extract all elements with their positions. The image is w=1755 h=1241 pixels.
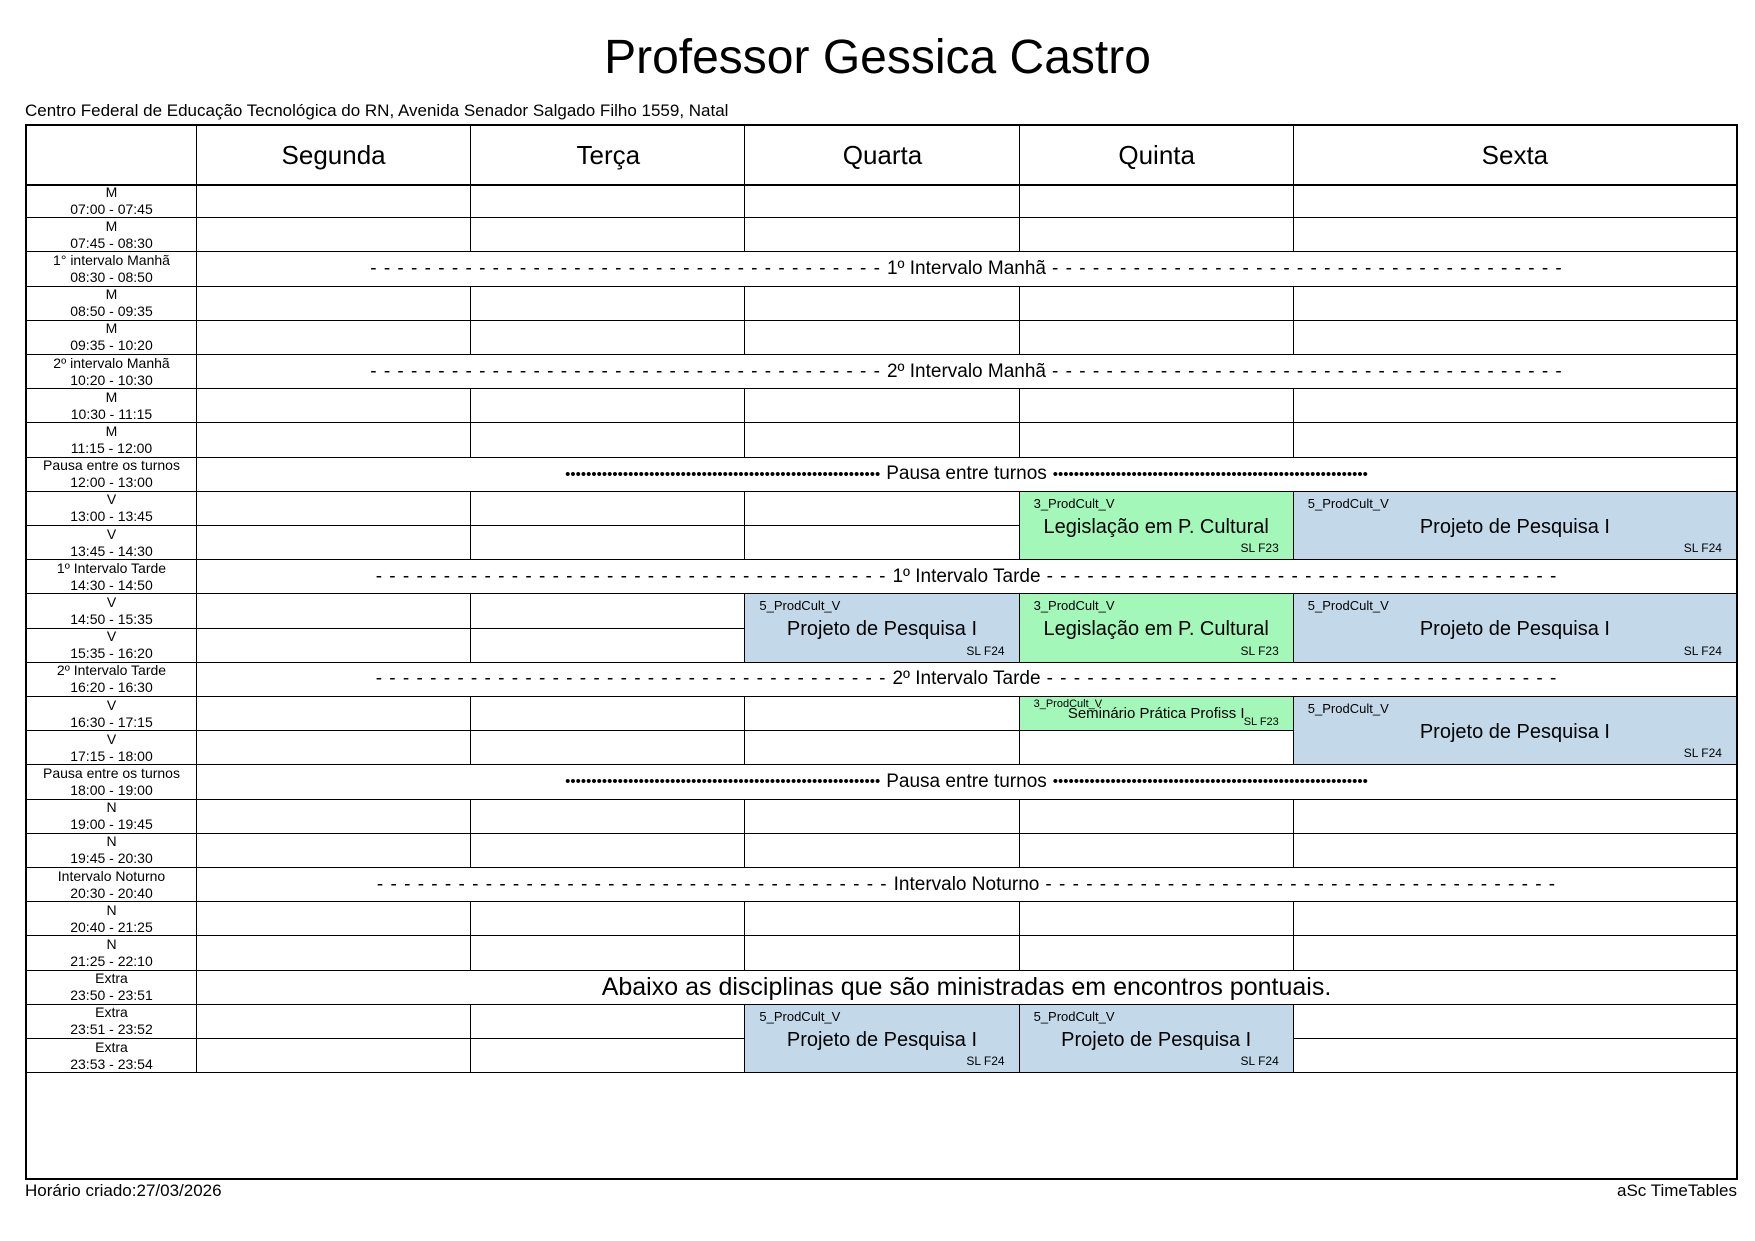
- lesson-subject: Projeto de Pesquisa I: [786, 1028, 978, 1051]
- period-label: [27, 526, 197, 560]
- period-label: [27, 218, 197, 252]
- empty-cell: [471, 184, 745, 218]
- created-date: Horário criado:27/03/2026: [25, 1181, 222, 1200]
- break-rule: - - - - - - - - - - - - - - - - - - - - - - - - - - - - - - - - - - - - - -: [1046, 565, 1558, 587]
- break-label: Pausa entre turnos: [886, 463, 1047, 485]
- period-time: 08:30 - 08:50: [70, 268, 153, 285]
- period-label: [27, 629, 197, 663]
- period-name: V: [106, 525, 117, 542]
- lesson-card[interactable]: [1020, 1005, 1294, 1073]
- break-label: Pausa entre turnos: [886, 770, 1047, 792]
- period-time: 14:30 - 14:50: [70, 576, 153, 593]
- lesson-group: 3_ProdCult_V: [1033, 598, 1115, 614]
- period-name: 2º Intervalo Tarde: [56, 662, 167, 679]
- period-name: 1º Intervalo Tarde: [56, 559, 167, 576]
- period-label: [27, 321, 197, 355]
- period-name: V: [106, 730, 117, 747]
- break-rule: - - - - - - - - - - - - - - - - - - - - - - - - - - - - - - - - - - - - - -: [375, 565, 887, 587]
- empty-cell: [471, 697, 745, 731]
- empty-cell: [745, 526, 1019, 560]
- period-name: M: [105, 217, 118, 234]
- period-name: Pausa entre os turnos: [43, 764, 180, 781]
- period-name: Intervalo Noturno: [57, 867, 166, 884]
- period-time: 13:45 - 14:30: [70, 542, 153, 559]
- break-band: [197, 252, 1736, 286]
- empty-cell: [1294, 287, 1736, 321]
- lesson-subject: Legislação em P. Cultural: [1043, 515, 1269, 538]
- lesson-room: SL F24: [1683, 541, 1722, 556]
- break-rule: ••••••••••••••••••••••••••••••••••••••••••••••••••••••••••••: [565, 773, 881, 791]
- empty-cell: [471, 389, 745, 423]
- period-name: 1° intervalo Manhã: [53, 251, 170, 268]
- period-time: 07:00 - 07:45: [70, 200, 153, 217]
- period-time: 16:30 - 17:15: [70, 713, 153, 730]
- period-name: M: [105, 388, 118, 405]
- empty-cell: [1020, 936, 1294, 970]
- period-name: M: [105, 286, 118, 303]
- break-label: Intervalo Noturno: [893, 873, 1040, 895]
- empty-cell: [197, 526, 471, 560]
- lesson-room: SL F24: [1683, 643, 1722, 658]
- break-rule: - - - - - - - - - - - - - - - - - - - - - - - - - - - - - - - - - - - - - -: [375, 668, 887, 690]
- break-rule: - - - - - - - - - - - - - - - - - - - - - - - - - - - - - - - - - - - - - -: [1052, 360, 1563, 382]
- period-time: 09:35 - 10:20: [70, 337, 153, 354]
- empty-cell: [1020, 800, 1294, 834]
- period-label: [27, 252, 197, 286]
- period-name: N: [106, 935, 117, 952]
- lesson-room: SL F24: [1240, 1054, 1279, 1069]
- empty-cell: [471, 526, 745, 560]
- lesson-room: SL F23: [1243, 716, 1279, 729]
- page-title: Professor Gessica Castro: [604, 31, 1151, 84]
- empty-cell: [1294, 1039, 1736, 1073]
- break-band: [197, 355, 1736, 389]
- period-time: 07:45 - 08:30: [70, 234, 153, 251]
- empty-cell: [745, 218, 1019, 252]
- lesson-group: 3_ProdCult_V: [1033, 495, 1115, 511]
- empty-cell: [745, 936, 1019, 970]
- empty-cell: [1294, 423, 1736, 457]
- empty-cell: [1294, 800, 1736, 834]
- break-band: [197, 868, 1736, 902]
- empty-cell: [745, 287, 1019, 321]
- empty-cell: [197, 936, 471, 970]
- period-time: 21:25 - 22:10: [70, 952, 153, 969]
- empty-cell: [745, 492, 1019, 526]
- period-name: V: [106, 593, 117, 610]
- day-header: Quinta: [1019, 126, 1294, 186]
- lesson-group: 5_ProdCult_V: [1307, 495, 1389, 511]
- period-label: [27, 697, 197, 731]
- day-header: Terça: [470, 126, 745, 186]
- lesson-group: 3_ProdCult_V: [1033, 698, 1103, 710]
- empty-cell: [197, 800, 471, 834]
- school-address: Centro Federal de Educação Tecnológica do RN, Avenida Senador Salgado Filho 1559, Natal: [25, 101, 729, 120]
- empty-cell: [471, 321, 745, 355]
- break-band: [197, 663, 1736, 697]
- period-label: [27, 184, 197, 218]
- lesson-subject: Projeto de Pesquisa I: [786, 618, 978, 641]
- day-header: Sexta: [1293, 126, 1736, 186]
- timetable-grid: [25, 124, 1738, 1180]
- empty-cell: [197, 389, 471, 423]
- period-name: M: [105, 320, 118, 337]
- break-band: [197, 765, 1736, 799]
- empty-cell: [197, 184, 471, 218]
- empty-cell: [471, 629, 745, 663]
- lesson-room: SL F23: [1240, 643, 1279, 658]
- period-label: [27, 834, 197, 868]
- extra-notice: Abaixo as disciplinas que são ministradas em encontros pontuais.: [197, 971, 1736, 1005]
- period-label: [27, 902, 197, 936]
- break-label: 2º Intervalo Manhã: [886, 360, 1047, 382]
- period-name: Extra: [95, 970, 128, 987]
- period-time: 23:50 - 23:51: [70, 987, 153, 1004]
- lesson-card[interactable]: [1294, 594, 1736, 662]
- empty-cell: [745, 321, 1019, 355]
- empty-cell: [1020, 902, 1294, 936]
- empty-cell: [1020, 321, 1294, 355]
- break-rule: - - - - - - - - - - - - - - - - - - - - - - - - - - - - - - - - - - - - - -: [1052, 257, 1563, 279]
- period-time: 08:50 - 09:35: [70, 303, 153, 320]
- period-name: N: [106, 901, 117, 918]
- empty-cell: [197, 697, 471, 731]
- lesson-subject: Projeto de Pesquisa I: [1419, 721, 1610, 743]
- period-label: [27, 492, 197, 526]
- break-label: 1º Intervalo Manhã: [886, 257, 1047, 279]
- lesson-group: 5_ProdCult_V: [759, 1008, 841, 1024]
- lesson-card[interactable]: [745, 1005, 1019, 1073]
- lesson-subject: Projeto de Pesquisa I: [1061, 1028, 1252, 1051]
- lesson-group: 5_ProdCult_V: [1033, 1008, 1115, 1024]
- empty-cell: [197, 492, 471, 526]
- empty-cell: [1294, 184, 1736, 218]
- empty-cell: [471, 731, 745, 765]
- period-label: [27, 971, 197, 1005]
- empty-cell: [1294, 834, 1736, 868]
- empty-cell: [1294, 218, 1736, 252]
- empty-cell: [745, 902, 1019, 936]
- empty-cell: [471, 902, 745, 936]
- empty-cell: [197, 629, 471, 663]
- break-rule: ••••••••••••••••••••••••••••••••••••••••••••••••••••••••••••: [1052, 465, 1368, 483]
- period-name: Extra: [95, 1038, 128, 1055]
- empty-cell: [1020, 287, 1294, 321]
- empty-cell: [471, 1039, 745, 1073]
- empty-cell: [1294, 936, 1736, 970]
- empty-cell: [745, 800, 1019, 834]
- empty-cell: [197, 287, 471, 321]
- empty-cell: [745, 697, 1019, 731]
- period-label: [27, 560, 197, 594]
- period-label: [27, 868, 197, 902]
- empty-cell: [197, 834, 471, 868]
- empty-cell: [1294, 1005, 1736, 1039]
- period-time: 19:00 - 19:45: [70, 816, 153, 833]
- period-label: [27, 423, 197, 457]
- period-label: [27, 800, 197, 834]
- empty-cell: [471, 218, 745, 252]
- period-time: 11:15 - 12:00: [70, 439, 153, 456]
- empty-cell: [197, 1039, 471, 1073]
- empty-cell: [745, 184, 1019, 218]
- period-name: V: [106, 491, 117, 508]
- period-name: V: [106, 628, 117, 645]
- period-time: 20:40 - 21:25: [70, 918, 153, 935]
- period-name: M: [105, 422, 118, 439]
- empty-cell: [1294, 389, 1736, 423]
- period-name: Extra: [95, 1004, 128, 1021]
- app-credit: aSc TimeTables: [1617, 1181, 1737, 1200]
- break-label: 1º Intervalo Tarde: [892, 565, 1041, 587]
- empty-cell: [471, 492, 745, 526]
- empty-cell: [197, 423, 471, 457]
- break-band: [197, 458, 1736, 492]
- empty-cell: [471, 423, 745, 457]
- break-rule: - - - - - - - - - - - - - - - - - - - - - - - - - - - - - - - - - - - - - -: [376, 873, 888, 895]
- break-band: [197, 560, 1736, 594]
- lesson-card[interactable]: [745, 594, 1019, 662]
- lesson-room: SL F24: [1683, 746, 1722, 761]
- period-time: 10:30 - 11:15: [70, 405, 153, 422]
- period-time: 15:35 - 16:20: [70, 645, 153, 662]
- period-time: 16:20 - 16:30: [70, 679, 153, 696]
- empty-cell: [471, 936, 745, 970]
- lesson-group: 5_ProdCult_V: [1307, 598, 1389, 614]
- lesson-subject: Projeto de Pesquisa I: [1419, 515, 1610, 538]
- empty-cell: [197, 902, 471, 936]
- header-corner: [27, 126, 197, 186]
- period-label: [27, 287, 197, 321]
- period-time: 23:53 - 23:54: [70, 1055, 153, 1072]
- empty-cell: [197, 321, 471, 355]
- period-time: 12:00 - 13:00: [70, 474, 153, 491]
- empty-cell: [197, 731, 471, 765]
- empty-cell: [471, 834, 745, 868]
- lesson-subject: Legislação em P. Cultural: [1043, 618, 1269, 641]
- period-label: [27, 355, 197, 389]
- period-name: Pausa entre os turnos: [43, 457, 180, 474]
- empty-cell: [471, 594, 745, 628]
- period-label: [27, 731, 197, 765]
- empty-cell: [745, 423, 1019, 457]
- empty-cell: [197, 218, 471, 252]
- lesson-subject: Seminário Prática Profiss I: [1067, 705, 1245, 722]
- day-header: Segunda: [196, 126, 471, 186]
- day-header: Quarta: [744, 126, 1019, 186]
- lesson-room: SL F24: [966, 1054, 1005, 1069]
- period-label: [27, 765, 197, 799]
- empty-cell: [745, 834, 1019, 868]
- empty-cell: [745, 731, 1019, 765]
- lesson-room: SL F24: [966, 643, 1005, 658]
- break-rule: - - - - - - - - - - - - - - - - - - - - - - - - - - - - - - - - - - - - - -: [370, 257, 881, 279]
- period-name: M: [105, 183, 118, 200]
- period-label: [27, 1005, 197, 1039]
- empty-cell: [1020, 218, 1294, 252]
- period-time: 23:51 - 23:52: [70, 1021, 153, 1038]
- empty-cell: [1020, 731, 1294, 765]
- empty-cell: [1294, 321, 1736, 355]
- break-rule: ••••••••••••••••••••••••••••••••••••••••••••••••••••••••••••: [565, 465, 881, 483]
- period-time: 18:00 - 19:00: [70, 781, 153, 798]
- lesson-card[interactable]: [1294, 492, 1736, 560]
- empty-cell: [1020, 389, 1294, 423]
- period-time: 19:45 - 20:30: [70, 850, 153, 867]
- break-rule: ••••••••••••••••••••••••••••••••••••••••••••••••••••••••••••: [1052, 773, 1368, 791]
- empty-cell: [197, 594, 471, 628]
- break-rule: - - - - - - - - - - - - - - - - - - - - - - - - - - - - - - - - - - - - - -: [1045, 873, 1557, 895]
- period-time: 13:00 - 13:45: [70, 508, 153, 525]
- period-label: [27, 1039, 197, 1073]
- break-rule: - - - - - - - - - - - - - - - - - - - - - - - - - - - - - - - - - - - - - -: [1046, 668, 1558, 690]
- period-time: 20:30 - 20:40: [70, 884, 153, 901]
- empty-cell: [745, 389, 1019, 423]
- lesson-room: SL F23: [1240, 541, 1279, 556]
- empty-cell: [471, 287, 745, 321]
- empty-cell: [1294, 902, 1736, 936]
- empty-cell: [471, 1005, 745, 1039]
- break-rule: - - - - - - - - - - - - - - - - - - - - - - - - - - - - - - - - - - - - - -: [370, 360, 881, 382]
- lesson-card[interactable]: [1294, 697, 1736, 765]
- period-time: 14:50 - 15:35: [70, 610, 153, 627]
- empty-cell: [197, 1005, 471, 1039]
- period-time: 17:15 - 18:00: [70, 747, 153, 764]
- lesson-card[interactable]: [1020, 492, 1294, 560]
- period-name: V: [106, 696, 117, 713]
- period-label: [27, 389, 197, 423]
- period-label: [27, 936, 197, 970]
- period-label: [27, 663, 197, 697]
- lesson-card[interactable]: [1020, 697, 1294, 731]
- period-label: [27, 458, 197, 492]
- break-label: 2º Intervalo Tarde: [892, 668, 1041, 690]
- period-label: [27, 594, 197, 628]
- lesson-subject: Projeto de Pesquisa I: [1419, 618, 1610, 641]
- empty-cell: [1020, 184, 1294, 218]
- period-name: 2º intervalo Manhã: [53, 354, 170, 371]
- period-time: 10:20 - 10:30: [70, 371, 153, 388]
- lesson-group: 5_ProdCult_V: [759, 598, 841, 614]
- empty-cell: [1020, 834, 1294, 868]
- lesson-group: 5_ProdCult_V: [1307, 701, 1389, 716]
- empty-cell: [471, 800, 745, 834]
- period-name: N: [106, 833, 117, 850]
- lesson-card[interactable]: [1020, 594, 1294, 662]
- empty-cell: [1020, 423, 1294, 457]
- period-name: N: [106, 799, 117, 816]
